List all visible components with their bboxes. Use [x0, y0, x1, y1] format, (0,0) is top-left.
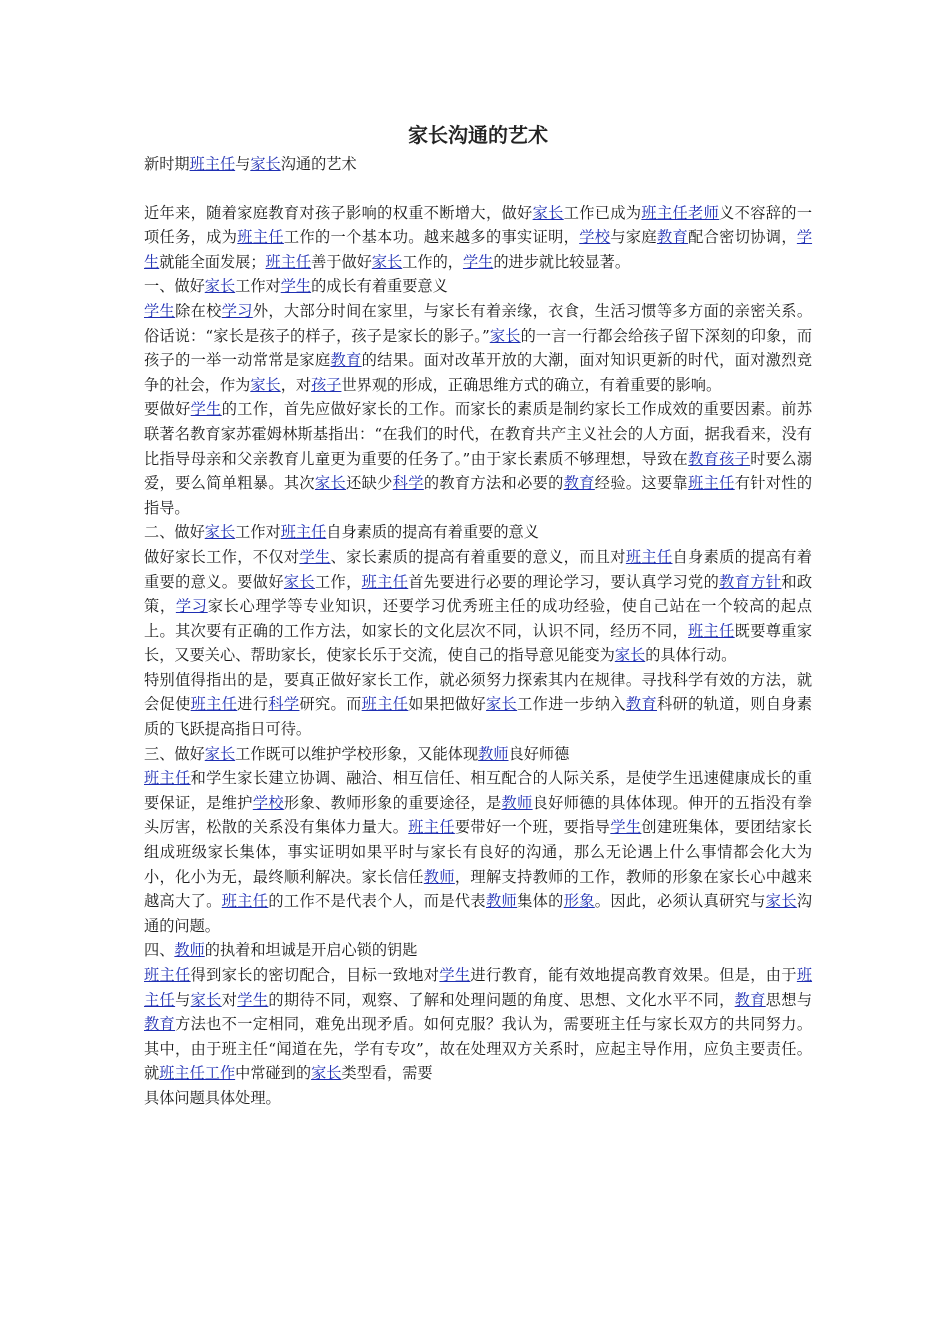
text-run: 工作对 [235, 523, 281, 542]
hyperlink[interactable]: 教育 [563, 474, 595, 493]
hyperlink[interactable]: 家长 [283, 572, 315, 591]
hyperlink[interactable]: 科学 [392, 474, 424, 493]
paragraph [144, 299, 812, 397]
text-run: 的工作不是代表个人，而是代表 [268, 892, 486, 911]
text-run: 中常碰到的 [235, 1064, 312, 1083]
text-run: 和学生家长建立协调、融洽、相互信任、相互配合的人际关系，是使学生迅速健康成长的重要保证，是维护 [144, 769, 813, 812]
hyperlink[interactable]: 班主任 [408, 818, 455, 837]
text-run: 方法也不一定相同，难免出现矛盾。如何克服？我认为，需要班主任与家长双方的共同努力。其中，由于班主任“闻道在先，学有专攻”，故在处理双方关系时，应起主导作用，应负主要责任。就 [144, 1015, 813, 1083]
hyperlink[interactable]: 教师 [478, 744, 509, 763]
text-run: 二、做好 [144, 523, 205, 542]
hyperlink[interactable]: 教育 [330, 351, 362, 370]
hyperlink[interactable]: 科学 [268, 695, 300, 714]
hyperlink[interactable]: 学校 [252, 793, 284, 812]
document-subtitle [144, 152, 812, 177]
hyperlink[interactable]: 学生 [439, 966, 471, 984]
text-run: 工作的， [402, 252, 463, 271]
text-run: 与 [175, 990, 191, 1009]
text-run: 工作进一步纳入 [517, 695, 626, 714]
text-run: 就能全面发展； [159, 252, 266, 271]
hyperlink[interactable]: 教育 [144, 1015, 176, 1034]
hyperlink[interactable]: 家长 [614, 646, 646, 665]
paragraph [144, 201, 812, 275]
text-run: 和政策， [144, 572, 813, 616]
hyperlink[interactable]: 班主任 [688, 621, 735, 640]
hyperlink[interactable]: 班主任 [280, 523, 327, 542]
text-run: 还缺少 [346, 474, 393, 493]
hyperlink[interactable]: 家长 [371, 252, 403, 271]
text-run: ，对 [280, 375, 312, 394]
text-run: 沟通的艺术 [280, 155, 357, 173]
hyperlink[interactable]: 家长 [486, 695, 518, 714]
text-run: 首先要进行必要的理论学习，要认真学习党的 [408, 572, 720, 591]
text-run: 工作的一个基本功。越来越多的事实证明， [283, 228, 580, 247]
hyperlink[interactable]: 教师 [501, 793, 533, 812]
text-run: 工作既可以维护学校形象，又能体现 [235, 744, 479, 763]
hyperlink[interactable]: 班主任 [144, 966, 191, 984]
hyperlink[interactable]: 家长 [250, 375, 281, 394]
hyperlink[interactable]: 学生 [299, 547, 331, 566]
hyperlink[interactable]: 班主任 [189, 155, 236, 173]
text-run: 一、做好 [144, 277, 205, 296]
text-run: 创建班集体，要团结家长组成班级家长集体，事实证明如果平时与家长有良好的沟通，那么无论遇上什么事情都会化大为小，化小为无，最终顺利解决。家长信任 [144, 818, 813, 886]
hyperlink[interactable]: 教师 [423, 867, 455, 886]
text-run: 具体问题具体处理。 [144, 1088, 281, 1107]
hyperlink[interactable]: 家长 [489, 326, 521, 345]
text-run: 如果把做好 [408, 695, 487, 714]
hyperlink[interactable]: 班主任 [144, 966, 813, 1009]
hyperlink[interactable]: 学生 [144, 301, 176, 320]
paragraph [144, 545, 812, 668]
hyperlink[interactable]: 学生 [190, 400, 222, 419]
hyperlink[interactable]: 教师 [174, 941, 205, 960]
paragraph [144, 742, 812, 767]
text-run: 义不容辞的一项任务，成为 [144, 203, 813, 247]
hyperlink[interactable]: 学习 [175, 597, 208, 616]
paragraph [144, 520, 812, 545]
paragraph [144, 397, 812, 520]
text-run: 经验。这要靠 [594, 474, 689, 493]
hyperlink[interactable]: 教育孩子 [688, 449, 751, 468]
hyperlink[interactable]: 班主任 [625, 547, 673, 566]
text-run: 的一言一行都会给孩子留下深刻的印象，而孩子的一举一动常常是家庭 [144, 326, 813, 370]
hyperlink[interactable]: 家长 [765, 892, 797, 911]
text-run: 的工作，首先应做好家长的工作。而家长的素质是制约家长工作成效的重要因素。前苏联著名教育家苏霍姆林斯基指出：“在我们的时代，在教育共产主义社会的人方面，据我看来，没有比指导母亲和父亲教育儿童更为重要的任务了。”由于家长素质不够理想，导致在 [144, 400, 813, 468]
text-run: 自身素质的提高有着重要的意义 [326, 523, 539, 542]
hyperlink[interactable]: 教师 [485, 892, 518, 911]
text-run: 新时期 [144, 155, 190, 173]
hyperlink[interactable]: 家长 [204, 277, 236, 296]
text-run: 。因此，必须认真研究与 [594, 892, 766, 911]
text-run: 工作已成为 [563, 203, 642, 222]
hyperlink[interactable]: 教育 [734, 990, 766, 1009]
hyperlink[interactable]: 家长 [204, 523, 236, 542]
paragraph [144, 1086, 812, 1111]
text-run: 的进步就比较显著。 [493, 252, 630, 271]
text-run: 思想与 [765, 990, 813, 1009]
hyperlink[interactable]: 班主任 [237, 228, 284, 247]
hyperlink[interactable]: 家长 [314, 474, 347, 493]
text-run: 良好师德的具体体现。伸开的五指没有拳头厉害，松散的关系没有集体力量大。 [144, 793, 813, 837]
hyperlink[interactable]: 班主任 [265, 252, 312, 271]
text-run: 做好家长工作，不仅对 [144, 547, 300, 566]
text-run: 对 [221, 990, 238, 1009]
text-run: 要带好一个班，要指导 [454, 818, 611, 837]
hyperlink[interactable]: 形象 [563, 892, 595, 911]
text-run: 善于做好 [311, 252, 372, 271]
hyperlink[interactable]: 学生 [237, 990, 269, 1009]
hyperlink[interactable]: 家长 [204, 744, 236, 763]
hyperlink[interactable]: 家长 [190, 990, 222, 1009]
text-run: 的教育方法和必要的 [423, 474, 564, 493]
text-run: 既要尊重家长，又要关心、帮助家长，使家长乐于交流，使自己的指导意见能变为 [144, 621, 813, 665]
text-run: ，理解支持教师的工作，教师的形象在家长心中越来越高大了。 [144, 867, 813, 911]
text-run: 世界观的形成，正确思维方式的确立，有着重要的影响。 [341, 375, 722, 394]
text-run: 近年来，随着家庭教育对孩子影响的权重不断增大，做好 [144, 203, 533, 222]
text-run: 时要么溺爱，要么简单粗暴。其次 [144, 449, 812, 493]
hyperlink[interactable]: 学生 [462, 252, 494, 271]
hyperlink[interactable]: 班主任 [361, 695, 409, 714]
text-run: 进行 [237, 695, 269, 714]
hyperlink[interactable]: 孩子 [311, 375, 342, 394]
text-run: 类型看，需要 [341, 1064, 433, 1083]
text-run: 三、做好 [144, 744, 205, 763]
paragraph [144, 963, 812, 1086]
hyperlink[interactable]: 班主任 [361, 572, 409, 591]
text-run: 集体的 [517, 892, 564, 911]
text-run: 的执着和坦诚是开启心锁的钥匙 [204, 941, 418, 960]
paragraph [144, 766, 812, 938]
text-run: 与 [235, 155, 251, 173]
hyperlink[interactable]: 班主任 [144, 769, 191, 788]
hyperlink[interactable]: 家长 [311, 1064, 342, 1083]
text-run: 要做好 [144, 400, 191, 419]
hyperlink[interactable]: 学习 [221, 301, 253, 320]
hyperlink[interactable]: 学生 [610, 818, 642, 837]
text-run: 研究。而 [299, 695, 362, 714]
text-run: 的期待不同，观察、了解和处理问题的角度、思想、文化水平不同， [268, 990, 735, 1009]
text-run: 四、 [144, 941, 175, 960]
text-run: 的具体行动。 [645, 646, 737, 665]
paragraph [144, 938, 812, 963]
text-run: 外，大部分时间在家里，与家长有着亲缘，衣食，生活习惯等多方面的亲密关系。俗话说：“家长是孩子的样子，孩子是家长的影子。” [144, 301, 813, 345]
hyperlink[interactable]: 班主任 [190, 695, 238, 714]
text-run: 的成长有着重要意义 [311, 277, 448, 296]
text-run: 的结果。面对改革开放的大潮，面对知识更新的时代，面对激烈竞争的社会，作为 [144, 351, 813, 394]
hyperlink[interactable]: 学校 [579, 228, 611, 247]
hyperlink[interactable]: 家长 [532, 203, 564, 222]
text-run: 科研的轨道，则自身素质的飞跃提高指日可待。 [144, 695, 813, 739]
text-run: 形象、教师形象的重要途径，是 [283, 793, 502, 812]
blank-line [144, 177, 812, 201]
text-run: 特别值得指出的是，要真正做好家长工作，就必须努力探索其内在规律。寻找科学有效的方法，就会促使 [144, 670, 812, 714]
hyperlink[interactable]: 班主任 [688, 474, 735, 493]
paragraph [144, 668, 812, 742]
hyperlink[interactable]: 班主任工作 [159, 1064, 236, 1083]
text-run: 进行教育，能有效地提高教育效果。但是，由于 [470, 966, 797, 984]
document-page [144, 118, 812, 1111]
text-run: 工作对 [235, 277, 281, 296]
hyperlink[interactable]: 教育 [656, 228, 689, 247]
document-title: 家长沟通的艺术 [408, 123, 548, 147]
text-run: 工作， [314, 572, 362, 591]
hyperlink[interactable]: 教育 [625, 695, 658, 714]
text-run: 家长心理学等专业知识，还要学习优秀班主任的成功经验，使自己站在一个较高的起点上。其次要有正确的工作方法，如家长的文化层次不同，认识不同，经历不同， [144, 597, 813, 640]
document-body [144, 201, 812, 1111]
text-run: 得到家长的密切配合，目标一致地对 [190, 966, 440, 984]
text-run: 沟通的问题。 [144, 892, 813, 935]
text-run: 自身素质的提高有着重要的意义。要做好 [144, 547, 813, 591]
paragraph [144, 274, 812, 299]
text-run: 与家庭 [610, 228, 657, 247]
hyperlink[interactable]: 学生 [144, 228, 813, 271]
text-run: 有针对性的指导。 [144, 474, 813, 517]
hyperlink[interactable]: 家长 [250, 155, 281, 173]
text-run: 、家长素质的提高有着重要的意义，而且对 [330, 547, 626, 566]
hyperlink[interactable]: 学生 [280, 277, 312, 296]
text-run: 配合密切协调， [688, 228, 797, 247]
hyperlink[interactable]: 班主任老师 [641, 203, 720, 222]
hyperlink[interactable]: 班主任 [221, 892, 269, 911]
text-run: 良好师德 [508, 744, 570, 763]
text-run: 除在校 [175, 301, 222, 320]
hyperlink[interactable]: 教育方针 [719, 572, 782, 591]
